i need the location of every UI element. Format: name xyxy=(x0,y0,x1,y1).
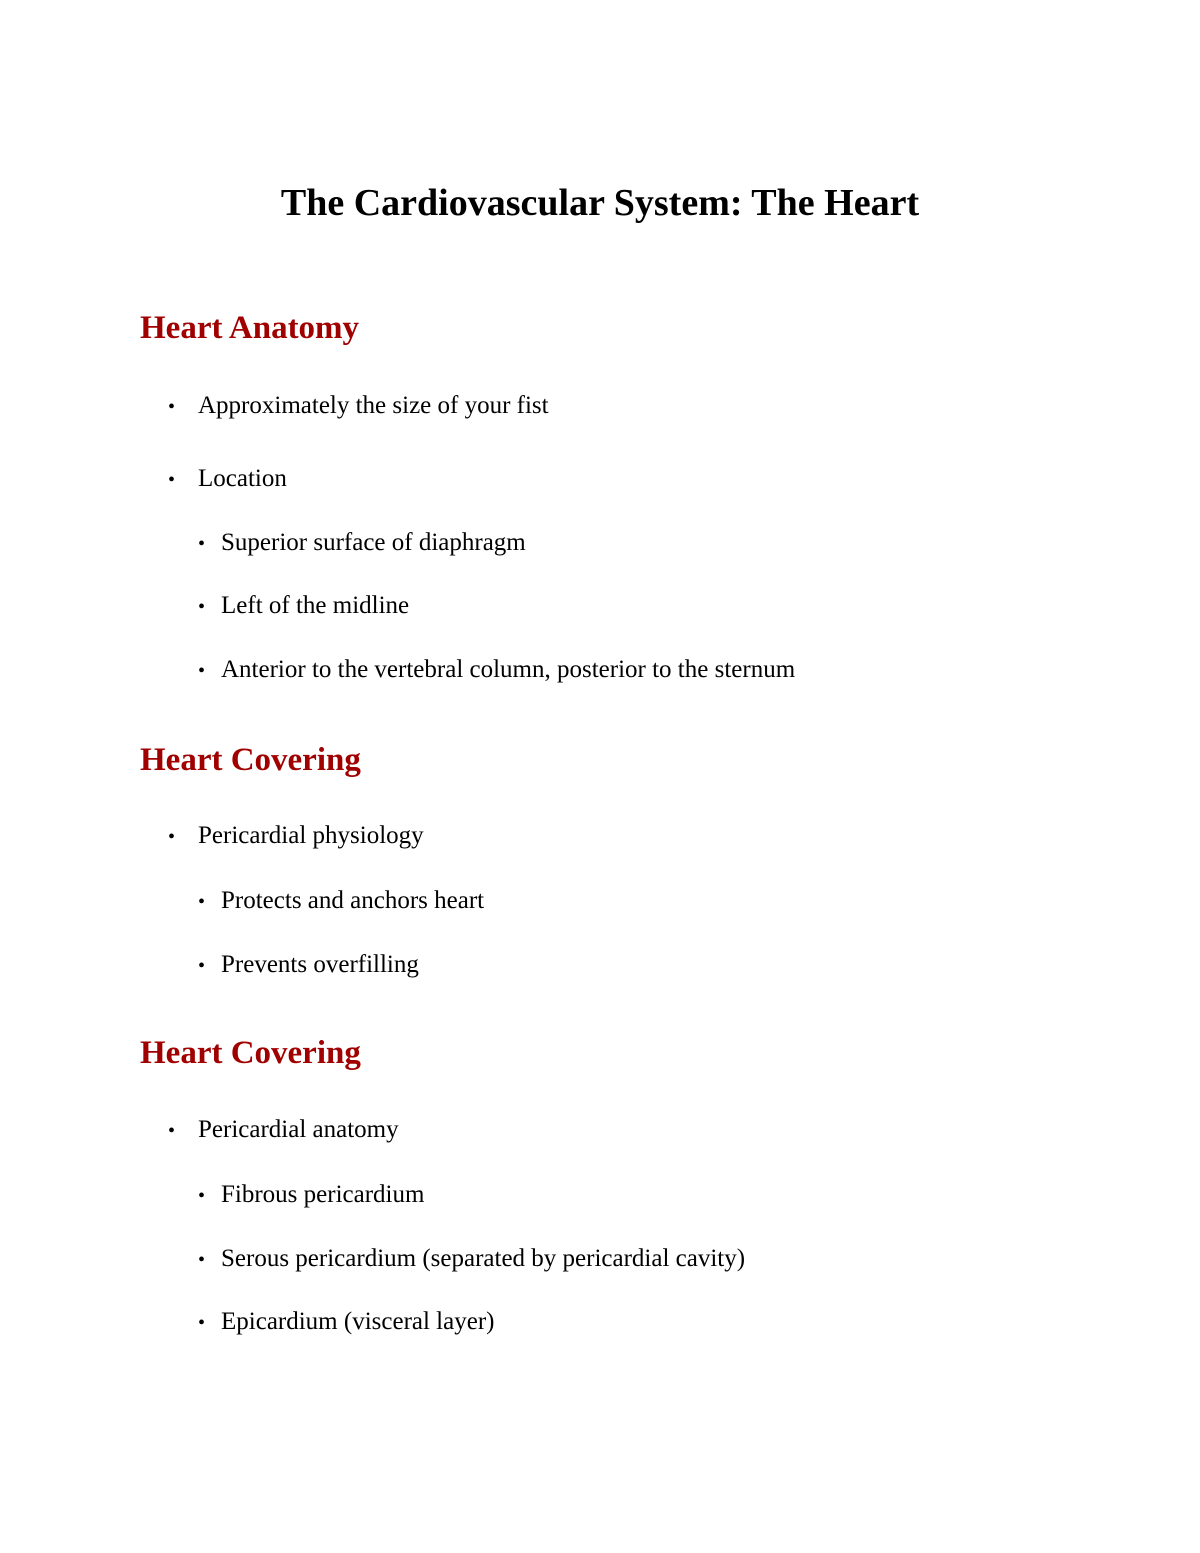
list-item-text: Prevents overfilling xyxy=(221,951,419,978)
list-item-text: Pericardial physiology xyxy=(198,822,424,849)
list-item-text: Superior surface of diaphragm xyxy=(221,529,526,556)
bullet-icon: • xyxy=(198,1249,206,1271)
list-item-text: Anterior to the vertebral column, posterior to the sternum xyxy=(221,656,796,683)
list-item xyxy=(168,1115,399,1146)
bullet-icon: • xyxy=(168,826,176,848)
bullet-icon: • xyxy=(198,891,206,913)
bullet-icon: • xyxy=(198,1312,206,1334)
section-heading-heart-covering: Heart Covering xyxy=(140,1035,361,1071)
list-subitem xyxy=(198,1244,745,1275)
bullet-icon: • xyxy=(168,469,176,491)
list-item-text: Protects and anchors heart xyxy=(221,887,485,914)
list-item-text: Epicardium (visceral layer) xyxy=(221,1308,495,1335)
list-item xyxy=(168,821,424,852)
bullet-icon: • xyxy=(198,955,206,977)
list-subitem xyxy=(198,886,484,917)
bullet-icon: • xyxy=(168,396,176,418)
page-title: The Cardiovascular System: The Heart xyxy=(280,182,920,224)
list-subitem xyxy=(198,591,409,622)
section-heading-heart-covering: Heart Covering xyxy=(140,742,361,778)
list-item xyxy=(168,391,549,422)
list-item-text: Pericardial anatomy xyxy=(198,1116,399,1143)
bullet-icon: • xyxy=(198,1185,206,1207)
list-item-text: Fibrous pericardium xyxy=(221,1181,425,1208)
bullet-icon: • xyxy=(198,533,206,555)
list-item-text: Location xyxy=(198,465,287,492)
list-item-text: Approximately the size of your fist xyxy=(198,392,549,419)
list-subitem xyxy=(198,950,419,981)
bullet-icon: • xyxy=(198,596,206,618)
list-item xyxy=(168,464,287,495)
list-subitem xyxy=(198,528,526,559)
list-item-text: Left of the midline xyxy=(221,592,410,619)
list-item-text: Serous pericardium (separated by pericardial cavity) xyxy=(221,1245,746,1272)
list-subitem xyxy=(198,655,795,686)
list-subitem xyxy=(198,1180,424,1211)
list-subitem xyxy=(198,1307,494,1338)
section-heading-heart-anatomy: Heart Anatomy xyxy=(140,310,360,346)
bullet-icon: • xyxy=(198,660,206,682)
bullet-icon: • xyxy=(168,1120,176,1142)
